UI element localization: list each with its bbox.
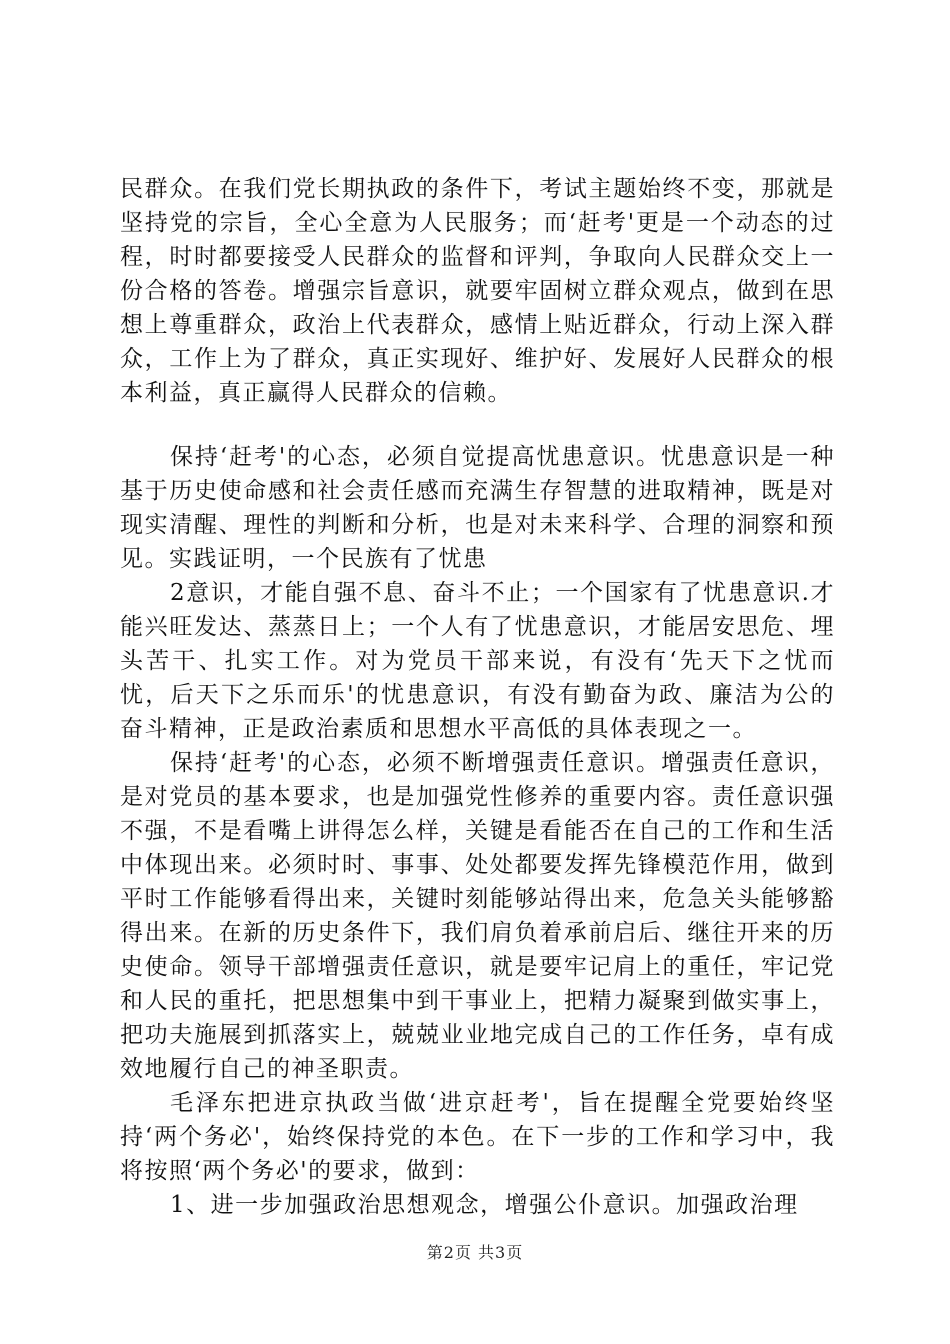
- paragraph-continuation: 民群众。在我们党长期执政的条件下，考试主题始终不变，那就是坚持党的宗旨，全心全意为人民服务；而‘赶考'更是一个动态的过程，时时都要接受人民群众的监督和评判，争取向人民群众交上一份合格的答卷。增强宗旨意识，就要牢固树立群众观点，做到在思想上尊重群众，政治上代表群众，感情上贴近群众，行动上深入群众，工作上为了群众，真正实现好、维护好、发展好人民群众的根本利益，真正赢得人民群众的信赖。: [120, 176, 835, 406]
- paragraph-item-1: 1、进一步加强政治思想观念，增强公仆意识。加强政治理: [170, 1192, 799, 1218]
- document-body: [120, 172, 835, 1222]
- paragraph-anxiety-continued: 2意识，才能自强不息、奋斗不止；一个国家有了忧患意识.才能兴旺发达、蒸蒸日上；一个人有了忧患意识，才能居安思危、埋头苦干、扎实工作。对为党员干部来说，有没有‘先天下之忧而忧，后天下之乐而乐'的忧患意识，有没有勤奋为政、廉洁为公的奋斗精神，正是政治素质和思想水平高低的具体表现之一。: [120, 580, 835, 742]
- paragraph-responsibility-awareness: 保持‘赶考'的心态，必须不断增强责任意识。增强责任意识，是对党员的基本要求，也是加强党性修养的重要内容。责任意识强不强，不是看嘴上讲得怎么样，关键是看能否在自己的工作和生活中体现出来。必须时时、事事、处处都要发挥先锋模范作用，做到平时工作能够看得出来，关键时刻能够站得出来，危急关头能够豁得出来。在新的历史条件下，我们肩负着承前启后、继往开来的历史使命。领导干部增强责任意识，就是要牢记肩上的重任，牢记党和人民的重托，把思想集中到干事业上，把精力凝聚到做实事上，把功夫施展到抓落实上，兢兢业业地完成自己的工作任务，卓有成效地履行自己的神圣职责。: [120, 750, 835, 1082]
- paragraph-anxiety-awareness: 保持‘赶考'的心态，必须自觉提高忧患意识。忧患意识是一种基于历史使命感和社会责任感而充满生存智慧的进取精神，既是对现实清醒、理性的判断和分析，也是对未来科学、合理的洞察和预见。实践证明，一个民族有了忧患: [120, 444, 835, 572]
- paragraph-spacer: [120, 410, 835, 440]
- paragraph-two-musts: 毛泽东把进京执政当做‘进京赶考'，旨在提醒全党要始终坚持‘两个务必'，始终保持党的本色。在下一步的工作和学习中，我将按照‘两个务必'的要求，做到：: [120, 1090, 835, 1184]
- page-footer: 第2页 共3页: [426, 1243, 524, 1262]
